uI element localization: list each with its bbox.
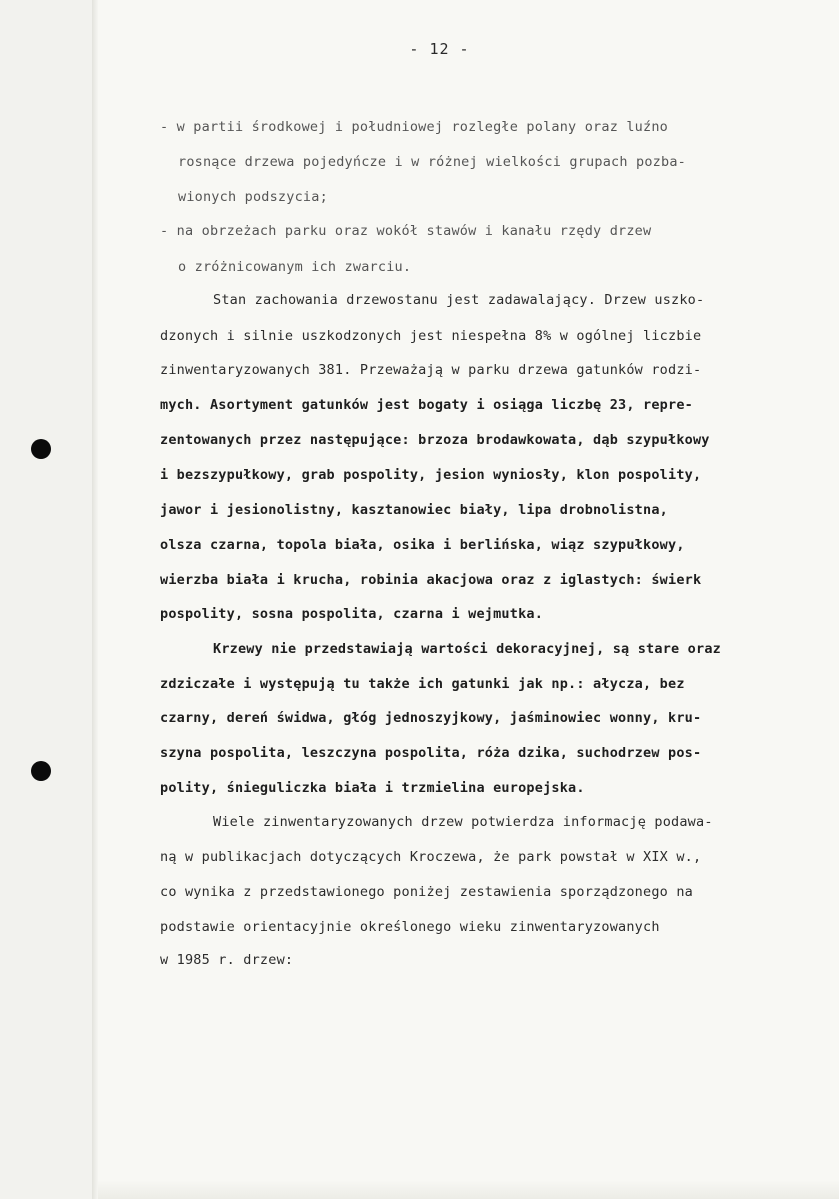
text-line: Wiele zinwentaryzowanych drzew potwierdza informację podawa-	[213, 814, 713, 830]
punch-hole-icon	[31, 761, 51, 781]
text-line: wierzba biała i krucha, robinia akacjowa oraz z iglastych: świerk	[160, 572, 702, 588]
text-line: zdziczałe i występują tu także ich gatunki jak np.: ałycza, bez	[160, 676, 685, 692]
text-line: podstawie orientacyjnie określonego wieku zinwentaryzowanych	[160, 919, 660, 935]
page-number: - 12 -	[409, 40, 470, 58]
scan-margin	[0, 0, 92, 1199]
text-line: - w partii środkowej i południowej rozległe polany oraz luźno	[160, 119, 668, 135]
text-line: co wynika z przedstawionego poniżej zestawienia sporządzonego na	[160, 884, 693, 900]
text-line: ną w publikacjach dotyczących Kroczewa, że park powstał w XIX w.,	[160, 849, 702, 865]
text-line: dzonych i silnie uszkodzonych jest niespełna 8% w ogólnej liczbie	[160, 328, 702, 344]
paper-bottom-edge	[98, 1180, 839, 1199]
text-line: czarny, dereń świdwa, głóg jednoszyjkowy, jaśminowiec wonny, kru-	[160, 710, 702, 726]
text-line: szyna pospolita, leszczyna pospolita, róża dzika, suchodrzew pos-	[160, 745, 702, 761]
punch-hole-icon	[31, 439, 51, 459]
text-line: Stan zachowania drzewostanu jest zadawalający. Drzew uszko-	[213, 292, 705, 308]
text-line: olsza czarna, topola biała, osika i berlińska, wiąz szypułkowy,	[160, 537, 685, 553]
text-line: i bezszypułkowy, grab pospolity, jesion wyniosły, klon pospolity,	[160, 467, 702, 483]
text-line: Krzewy nie przedstawiają wartości dekoracyjnej, są stare oraz	[213, 641, 721, 657]
text-line: zentowanych przez następujące: brzoza brodawkowata, dąb szypułkowy	[160, 432, 710, 448]
paper-sheet	[98, 0, 839, 1199]
text-line: jawor i jesionolistny, kasztanowiec biały, lipa drobnolistna,	[160, 502, 668, 518]
text-line: mych. Asortyment gatunków jest bogaty i osiąga liczbę 23, repre-	[160, 397, 693, 413]
text-line: pospolity, sosna pospolita, czarna i wejmutka.	[160, 606, 544, 622]
text-line: w 1985 r. drzew:	[160, 952, 294, 968]
text-line: rosnące drzewa pojedyńcze i w różnej wielkości grupach pozba-	[178, 154, 686, 170]
text-line: wionych podszycia;	[178, 189, 328, 205]
text-line: o zróżnicowanym ich zwarciu.	[178, 259, 412, 275]
text-line: zinwentaryzowanych 381. Przeważają w parku drzewa gatunków rodzi-	[160, 362, 702, 378]
text-line: - na obrzeżach parku oraz wokół stawów i kanału rzędy drzew	[160, 223, 652, 239]
text-line: polity, śnieguliczka biała i trzmielina europejska.	[160, 780, 585, 796]
